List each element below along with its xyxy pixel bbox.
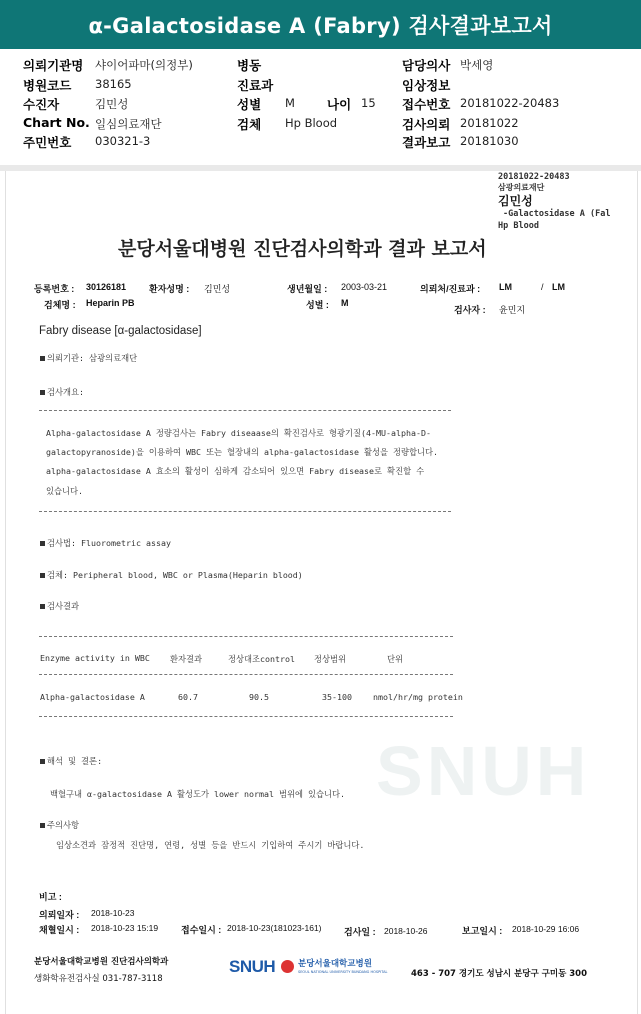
- table-header-enzyme: Enzyme activity in WBC: [40, 653, 150, 663]
- bullet-square-icon: [40, 823, 45, 828]
- accession-label: 접수번호: [402, 97, 451, 112]
- caution-text: 임상소견과 잠정적 진단명, 연령, 성별 등을 반드시 기입하여 주시기 바랍니다.: [56, 840, 365, 850]
- resident-no-value: 030321-3: [95, 134, 151, 148]
- divider: [39, 716, 453, 717]
- chart-no-value: 일심의료재단: [95, 117, 162, 131]
- request-date-value: 20181022: [460, 116, 519, 130]
- overview-line-2: galactopyranoside)을 이용하여 WBC 또는 혈장내의 alpha-galactosidase 활성을 정량합니다.: [46, 447, 439, 457]
- chart-no-label: Chart No.: [23, 115, 90, 130]
- doctor-label: 담당의사: [402, 58, 451, 73]
- specimen-line: [40, 569, 303, 581]
- logo-korean: 분당서울대학교병원: [298, 959, 372, 969]
- patient-name-label: 환자성명 :: [149, 284, 190, 294]
- lab-phone: 생화학유전검사실 031-787-3118: [34, 974, 163, 984]
- tag-patient-name: 김민성: [498, 194, 533, 208]
- doc-sex-value: M: [341, 298, 349, 308]
- specimen-value: Hp Blood: [285, 116, 338, 130]
- bullet-square-icon: [40, 573, 45, 578]
- specimen-name-label: 검체명 :: [44, 300, 76, 310]
- doc-sex-label: 성별 :: [306, 300, 329, 310]
- page-title: α-Galactosidase A (Fabry) 검사결과보고서: [88, 13, 553, 38]
- divider: [39, 636, 453, 637]
- table-header-result: 환자결과: [170, 654, 203, 664]
- request-date-label: 검사의뢰: [402, 117, 451, 132]
- age-value: 15: [361, 96, 376, 110]
- test-date-label: 검사일 :: [344, 927, 376, 937]
- divider: [39, 511, 451, 512]
- coll-date-value: 2018-10-23 15:19: [91, 923, 159, 933]
- bullet-square-icon: [40, 759, 45, 764]
- hospital-address: 463 - 707 경기도 성남시 분당구 구미동 300: [411, 969, 588, 979]
- rep-date-value: 2018-10-29 16:06: [512, 924, 580, 934]
- coll-date-label: 채혈일시 :: [39, 925, 80, 935]
- logo-emblem-icon: [281, 960, 294, 973]
- test-date-value: 2018-10-26: [384, 926, 428, 936]
- patient-info-panel: [0, 49, 641, 166]
- patient-value: 김민성: [95, 97, 129, 111]
- clinical-info-label: 임상정보: [402, 78, 451, 93]
- resident-no-label: 주민번호: [23, 135, 72, 150]
- req-date-label: 의뢰일자 :: [39, 910, 80, 920]
- bullet-square-icon: [40, 604, 45, 609]
- institution-value: 샤이어파마(의정부): [95, 58, 193, 72]
- dept-separator: /: [541, 282, 544, 292]
- doctor-value: 박세영: [460, 58, 494, 72]
- recv-date-label: 접수일시 :: [181, 925, 222, 935]
- test-name: Fabry disease [α-galactosidase]: [39, 325, 202, 337]
- table-row-unit: nmol/hr/mg protein: [373, 692, 463, 702]
- method-text: 검사법: Fluorometric assay: [47, 538, 171, 548]
- patient-label: 수진자: [23, 97, 60, 112]
- overview-line-4: 있습니다.: [46, 486, 84, 496]
- divider: [39, 674, 453, 675]
- institution-label: 의뢰기관명: [23, 58, 84, 73]
- inst-line: [40, 352, 137, 364]
- hospital-code-value: 38165: [95, 77, 132, 91]
- reg-no-label: 등록번호 :: [34, 284, 75, 294]
- dept-label: 의뢰처/진료과 :: [420, 284, 481, 294]
- table-header-unit: 단위: [387, 654, 404, 664]
- recv-date-value: 2018-10-23(181023-161): [227, 923, 322, 933]
- tag-accession: 20181022-20483: [498, 172, 570, 182]
- caution-heading-text: 주의사항: [47, 820, 80, 830]
- tag-specimen: Hp Blood: [498, 221, 539, 231]
- rep-date-label: 보고일시 :: [462, 926, 503, 936]
- bullet-square-icon: [40, 390, 45, 395]
- specimen-name-value: Heparin PB: [86, 298, 135, 308]
- inst-text: 의뢰기관: 삼광의료재단: [47, 353, 138, 363]
- bullet-square-icon: [40, 541, 45, 546]
- table-row-range: 35-100: [322, 692, 352, 702]
- age-label: 나이: [327, 97, 352, 112]
- reg-no-value: 30126181: [86, 282, 127, 292]
- scanned-report: [5, 171, 638, 1014]
- table-row-result: 60.7: [178, 692, 198, 702]
- report-title-bar: [0, 0, 641, 49]
- examiner-value: 윤민지: [499, 305, 526, 315]
- overview-line-3: alpha-galactosidase A 효소의 활성이 심하게 감소되어 있으면 Fabry disease로 확진할 수: [46, 466, 425, 476]
- overview-line-1: Alpha-galactosidase A 정량검사는 Fabry diseaase의 확진검사로 형광기질(4-MU-alpha-D-: [46, 428, 431, 438]
- dept-value-1: LM: [499, 282, 512, 292]
- patient-name-value: 김민성: [204, 284, 231, 294]
- specimen-text: 검체: Peripheral blood, WBC or Plasma(Heparin blood): [47, 570, 303, 580]
- dob-label: 생년월일 :: [287, 284, 328, 294]
- dept-value-2: LM: [552, 282, 565, 292]
- caution-heading: [40, 819, 79, 831]
- tag-test: -Galactosidase A (Fal: [503, 209, 611, 219]
- sex-value: M: [285, 96, 295, 110]
- req-date-value: 2018-10-23: [91, 908, 135, 918]
- hospital-code-label: 병원코드: [23, 78, 72, 93]
- table-header-control: 정상대조control: [228, 654, 296, 664]
- interp-text: 백혈구내 α-galactosidase A 활성도가 lower normal 범위에 있습니다.: [50, 789, 346, 799]
- dept-label: 진료과: [237, 78, 274, 93]
- overview-heading: [40, 386, 84, 398]
- method-line: [40, 537, 171, 549]
- specimen-label: 검체: [237, 117, 262, 132]
- hospital-dept: 분당서울대학교병원 진단검사의학과: [34, 957, 169, 967]
- report-heading: 분당서울대병원 진단검사의학과 결과 보고서: [118, 238, 487, 260]
- accession-value: 20181022-20483: [460, 96, 560, 110]
- table-header-range: 정상범위: [314, 654, 347, 664]
- watermark: SNUH: [376, 732, 591, 810]
- logo-english: SEOUL NATIONAL UNIVERSITY BUNDANG HOSPITAL: [298, 970, 388, 974]
- divider: [39, 410, 451, 411]
- sex-label: 성별: [237, 97, 262, 112]
- dob-value: 2003-03-21: [341, 282, 388, 292]
- note-label: 비고 :: [39, 892, 62, 902]
- overview-heading-text: 검사개요:: [47, 387, 85, 397]
- report-date-value: 20181030: [460, 134, 519, 148]
- table-row-control: 90.5: [249, 692, 269, 702]
- snuh-logo-icon: SNUH: [229, 957, 276, 976]
- tag-institution: 삼광의료재단: [498, 183, 545, 192]
- bullet-square-icon: [40, 356, 45, 361]
- table-row-enzyme: Alpha-galactosidase A: [40, 692, 145, 702]
- result-heading-text: 검사결과: [47, 601, 80, 611]
- ward-label: 병동: [237, 58, 262, 73]
- examiner-label: 검사자 :: [454, 305, 486, 315]
- interp-heading-text: 해석 및 결론:: [47, 756, 103, 766]
- interp-heading: [40, 755, 102, 767]
- report-date-label: 결과보고: [402, 135, 451, 150]
- result-heading: [40, 600, 79, 612]
